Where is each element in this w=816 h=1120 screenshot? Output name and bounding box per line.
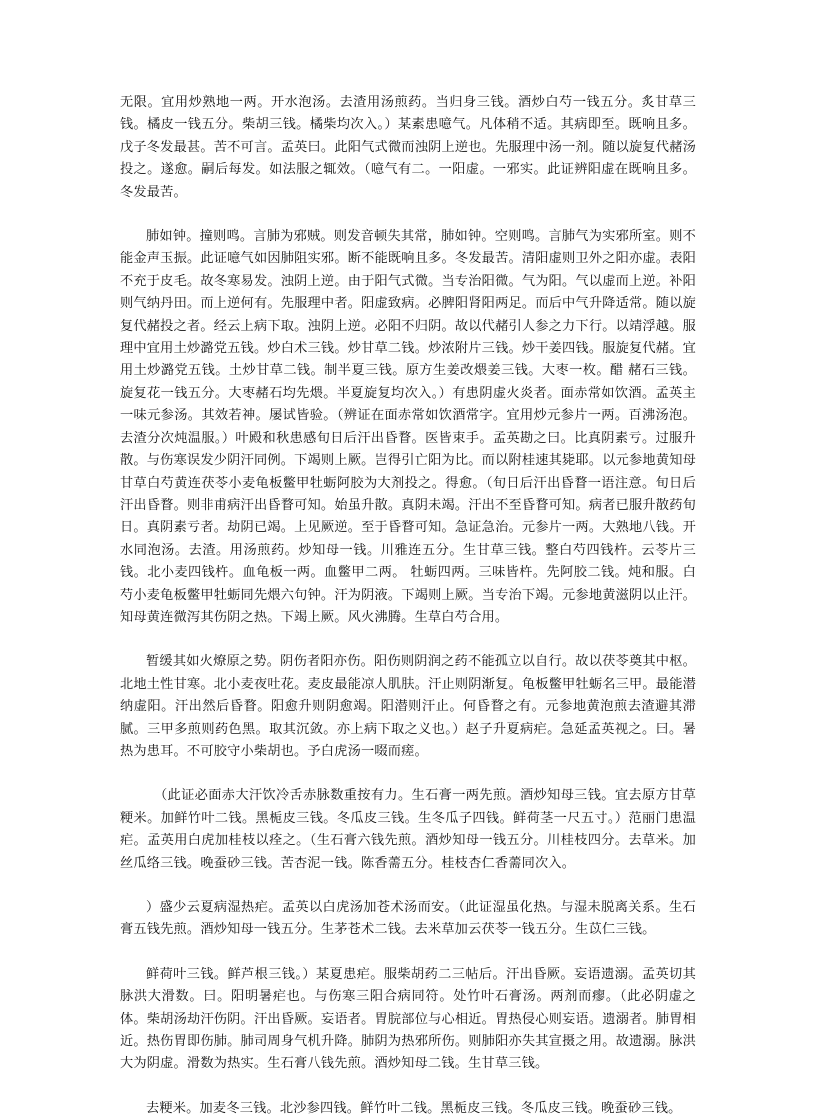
paragraph-4: （此证必面赤大汗饮冷舌赤脉数重按有力。生石膏一两先煎。酒炒知母三钱。宜去原方甘草粳米。加鲜竹叶二钱。黑栀皮三钱。冬瓜皮三钱。生冬瓜子四钱。鲜荷茎一尺五寸。）范丽门患温疟。孟英用白虎加桂枝以痊之。（生石膏六钱先煎。酒炒知母一钱五分。川桂枝四分。去草米。加丝瓜络三钱。晚蚕砂三钱。苦杏泥一钱。陈香薷五分。桂枝杏仁香薷同次入。 (120, 788, 696, 871)
paragraph-1: 无限。宜用炒熟地一两。开水泡汤。去渣用汤煎药。当归身三钱。酒炒白芍一钱五分。炙甘草三钱。橘皮一钱五分。柴胡三钱。橘柴均次入。）某素患噫气。凡体稍不适。其病即至。既响且多。戊子冬发最甚。苦不可言。孟英曰。此阳气式微而浊阴上逆也。先服理中汤一剂。随以旋复代赭汤投之。遂愈。嗣后每发。如法服之辄效。（噫气有二。一阳虚。一邪实。此证辨阳虚在既响且多。冬发最苦。 (120, 95, 696, 200)
paragraph-gap (120, 763, 696, 785)
paragraph-5: ）盛少云夏病湿热疟。孟英以白虎汤加苍术汤而安。（此证湿虽化热。与湿未脱离关系。生石膏五钱先煎。酒炒知母一钱五分。生茅苍术二钱。去米草加云茯苓一钱五分。生苡仁三钱。 (120, 900, 696, 938)
paragraph-6: 鲜荷叶三钱。鲜芦根三钱。）某夏患疟。服柴胡药二三帖后。汗出昏厥。妄语遗溺。孟英切其脉洪大滑数。曰。阳明暑疟也。与伤寒三阳合病同符。处竹叶石膏汤。两剂而瘳。（此必阴虚之体。柴胡汤劫汗伤阴。汗出昏厥。妄语者。胃脘部位与心相近。胃热侵心则妄语。遗溺者。肺胃相近。热伤胃即伤肺。肺司周身气机升降。肺阴为热邪所伤。则肺阳亦失其宣摄之用。故遗溺。脉洪大为阴虚。滑数为热实。生石膏八钱先煎。酒炒知母二钱。生甘草三钱。 (120, 966, 696, 1072)
paragraph-gap (120, 1076, 696, 1098)
paragraph-gap (120, 875, 696, 897)
paragraph-gap (120, 942, 696, 964)
paragraph-2: 肺如钟。撞则鸣。言肺为邪贼。则发音顿失其常，肺如钟。空则鸣。言肺气为实邪所室。则不能金声玉振。此证噫气如因肺阻实邪。断不能既响且多。冬发最苦。清阳虚则卫外之阳亦虚。表阳不充于皮毛。故冬寒易发。浊阴上逆。由于阳气式微。当专治阳微。气为阳。气以虚而上逆。补阳则气纳丹田。而上逆何有。先服理中者。阳虚致病。必脾阳肾阳两足。而后中气升降适常。随以旋复代赭投之者。经云上病下取。浊阴上逆。必阳不归阴。故以代赭引人参之力下行。以靖浮越。服理中宜用土炒潞党五钱。炒白术三钱。炒甘草二钱。炒浓附片三钱。炒干姜四钱。服旋复代赭。宜用土炒潞党五钱。土炒甘草二钱。制半夏三钱。原方生姜改煨姜三钱。大枣一枚。醋 赭石三钱。旋复花一钱五分。大枣赭石均先煨。半夏旋复均次入。）有患阴虚火炎者。面赤常如饮酒。孟英主一味元参汤。其效若神。屡试皆验。（辨证在面赤常如饮酒常字。宜用炒元参片一两。百沸汤泡。去渣分次炖温服。）叶殿和秋患感旬日后汗出昏瞀。医皆束手。孟英勘之曰。比真阴素亏。过服升散。与伤寒误发少阴汗同例。下竭则上厥。岂得引亡阳为比。而以附桂速其毙耶。以元参地黄知母甘草白芍黄连茯苓小麦龟板鳖甲牡蛎阿胶为大剂投之。得愈。（旬日后汗出昏瞀一语注意。旬日后汗出昏瞀。则非甫病汗出昏瞀可知。始虽升散。真阴未竭。汗出不至昏瞀可知。病者已服升散药旬日。真阴素亏者。劫阴已竭。上见厥逆。至于昏瞀可知。急证急治。元参片一两。大熟地八钱。开水同泡汤。去渣。用汤煎药。炒知母一钱。川雅连五分。生甘草三钱。整白芍四钱杵。云苓片三钱。北小麦四钱杵。血龟板一两。血鳖甲二两。 牡蛎四两。三味皆杵。先阿胶二钱。炖和服。白芍小麦龟板鳖甲牡蛎同先煨六句钟。汗为阴液。下竭则上厥。当专治下竭。元参地黄滋阴以止汗。知母黄连微泻其伤阴之热。下竭上厥。风火沸腾。生草白芍合用。 (120, 229, 696, 625)
paragraph-3: 暂缓其如火燎原之势。阴伤者阳亦伤。阳伤则阴润之药不能孤立以自行。故以茯苓奠其中枢。北地土性甘寒。北小麦夜吐花。麦皮最能凉人肌肤。汗止则阴渐复。龟板鳖甲牡蛎名三甲。最能潜纳虚阳。汗出然后昏瞀。阳愈升则阴愈竭。阳潜则汗止。何昏瞀之有。元参地黄泡煎去渣避其滞腻。三甲多煎则药色黑。取其沉敛。亦上病下取之义也。）赵子升夏病疟。急延孟英视之。曰。暑热为患耳。不可胶守小柴胡也。予白虎汤一啜而瘥。 (120, 654, 696, 759)
paragraph-gap (120, 204, 696, 226)
paragraph-7: 去粳米。加麦冬三钱。北沙参四钱。鲜竹叶二钱。黑栀皮三钱。冬瓜皮三钱。晚蚕砂三钱。 (146, 1100, 682, 1116)
paragraph-gap (120, 629, 696, 651)
document-page (120, 92, 696, 1120)
